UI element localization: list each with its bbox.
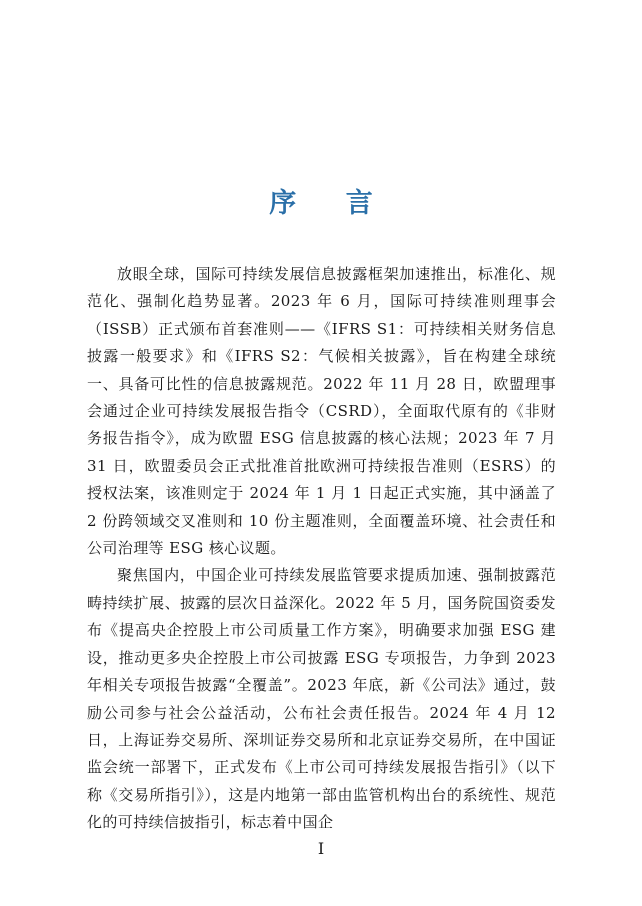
- paragraph-domestic: 聚焦国内，中国企业可持续发展监管要求提质加速、强制披露范畴持续扩展、披露的层次日益深化。2022 年 5 月，国务院国资委发布《提高央企控股上市公司质量工作方案》，明确要求加强 ESG 建设，推动更多央企控股上市公司披露 ESG 专项报告，力争到 2023 年相关专项报告披露“全覆盖”。2023 年底，新《公司法》通过，鼓励公司参与社会公益活动，公布社会责任报告。2024 年 4 月 12 日，上海证券交易所、深圳证券交易所和北京证券交易所，在中国证监会统一部署下，正式发布《上市公司可持续发展报告指引》（以下称《交易所指引》），这是内地第一部由监管机构出台的系统性、规范化的可持续信披指引，标志着中国企: [87, 566, 556, 832]
- page-title: 序 言: [269, 188, 393, 220]
- page-number: I: [317, 839, 325, 858]
- paragraph-global: 放眼全球，国际可持续发展信息披露框架加速推出，标准化、规范化、强制化趋势显著。2023 年 6 月，国际可持续准则理事会（ISSB）正式颁布首套准则——《IFRS S1：可持续相关财务信息披露一般要求》和《IFRS S2：气候相关披露》，旨在构建全球统一、具备可比性的信息披露规范。2022 年 11 月 28 日，欧盟理事会通过企业可持续发展报告指令（CSRD），全面取代原有的《非财务报告指令》，成为欧盟 ESG 信息披露的核心法规；2023 年 7 月 31 日，欧盟委员会正式批准首批欧洲可持续报告准则（ESRS）的授权法案，该准则定于 2024 年 1 月 1 日起正式实施，其中涵盖了 2 份跨领域交叉准则和 10 份主题准则，全面覆盖环境、社会责任和公司治理等 ESG 核心议题。: [87, 265, 556, 558]
- body-text: [87, 261, 556, 837]
